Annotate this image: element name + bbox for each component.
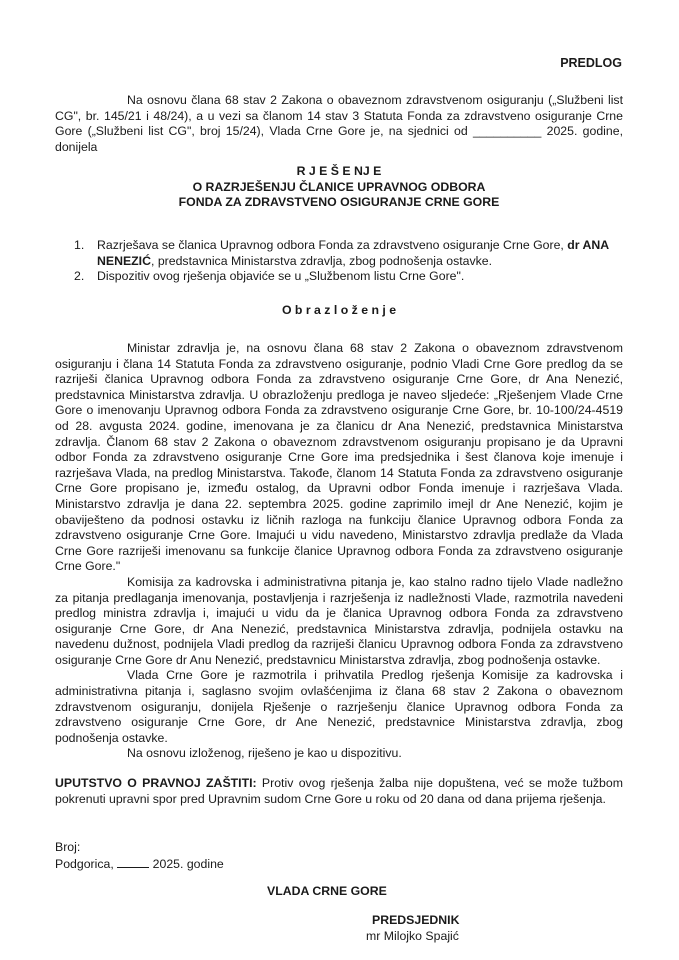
number-label: Broj: bbox=[55, 840, 81, 854]
dismissed-member-name: dr ANA NENEZIĆ bbox=[97, 238, 609, 268]
place-date-line: Podgorica, 2025. godine bbox=[55, 857, 224, 871]
decision-title-line3: FONDA ZA ZDRAVSTVENO OSIGURANJE CRNE GORE bbox=[178, 195, 500, 210]
government-name: VLADA CRNE GORE bbox=[267, 884, 387, 898]
legal-remedy-paragraph: UPUTSTVO O PRAVNOJ ZAŠTITI: Protiv ovog rješenja žalba nije dopuštena, već se može tužbom pokrenuti upravni spor pred Upravnim sudom Crne Gore u roku od 20 dana od dana prijema rješenja. bbox=[55, 776, 623, 806]
date-blank bbox=[117, 856, 149, 868]
preamble-paragraph: Na osnovu člana 68 stav 2 Zakona o obaveznom zdravstvenom osiguranju („Službeni list CG", br. 145/21 i 48/24), a u vezi sa članom 14 stav 3 Statuta Fonda za zdravstveno osiguranje Crne Gore („Službeni list CG", broj 15/24), Vlada Crne Gore je, na sjednici od __________ 2025. godine, donijela bbox=[55, 93, 623, 154]
reasoning-paragraph-1: Ministar zdravlja je, na osnovu člana 68 stav 2 Zakona o obaveznom zdravstvenom osiguranju i člana 14 Statuta Fonda za zdravstveno osiguranje, podnio Vladi Crne Gore predlog da se razriješi članica Upravnog odbora Fonda za zdravstveno osiguranje Crne Gore, dr Ana Nenezić, predstavnica Ministarstva zdravlja. U obrazloženju predloga je naveo sljedeće: „Rješenjem Vlade Crne Gore o imenovanju Upravnog odbora Fonda za zdravstveno osiguranje Crne Gore, br. 10-100/24-4519 od 28. avgusta 2024. godine, imenovana je za članicu dr Ana Nenezić, predstavnica Ministarstva zdravlja. Članom 68 stav 2 Zakona o obaveznom zdravstvenom osiguranju propisano je da Upravni odbor Fonda za zdravstveno osiguranje Crne Gore ima predsjednika i šest članova koje imenuje i razrješava Vlada, na predlog Ministarstva. Takođe, članom 14 Statuta Fonda za zdravstveno osiguranje Crne Gore propisano je, između ostalog, da Upravni odbor Fonda imenuje i razrješava Vlada. Ministarstvo zdravlja je dana 22. septembra 2025. godine zaprimilo imejl dr Ane Nenezić, kojim je obaviješteno da podnosi ostavku iz ličnih razloga na funkciju članice Upravnog odbora Fonda za zdravstveno osiguranje Crne Gore. Imajući u vidu navedeno, Ministarstvo zdravlja predlaže da Vlada Crne Gore razriješi imenovanu sa funkcije članice Upravnog odbora Fonda za zdravstveno osiguranje Crne Gore." bbox=[55, 341, 623, 574]
reasoning-paragraph-4: Na osnovu izloženog, riješeno je kao u dispozitivu. bbox=[127, 746, 402, 761]
reasoning-paragraph-2: Komisija za kadrovska i administrativna pitanja je, kao stalno radno tijelo Vlade nadležno za pitanja predlaganja imenovanja, postavljenja i razrješenja iz nadležnosti Vlade, razmotrila navedeni predlog ministra zdravlja i, imajući u vidu da je članica Upravnog odbora Fonda za zdravstveno osiguranje Crne Gore, dr Ana Nenezić, predstavnica Ministarstva zdravlja, podnijela ostavku na navedenu dužnost, podnijela Vladi predlog da razriješi članicu Upravnog odbora Fonda za zdravstveno osiguranje Crne Gore dr Anu Nenezić, predstavnicu Ministarstva zdravlja, zbog podnošenja ostavke. bbox=[55, 574, 623, 667]
signatory-name: mr Milojko Spajić bbox=[366, 929, 459, 943]
decision-title-line2: O RAZRJEŠENJU ČLANICE UPRAVNOG ODBORA bbox=[192, 179, 486, 194]
dispositive-item-1: 1. Razrješava se članica Upravnog odbora Fonda za zdravstveno osiguranje Crne Gore, dr ANA NENEZIĆ, predstavnica Ministarstva zdravlja, zbog podnošenja ostavke. bbox=[74, 238, 609, 268]
reasoning-body bbox=[55, 341, 623, 762]
proposal-label: PREDLOG bbox=[560, 56, 622, 70]
decision-title bbox=[55, 164, 623, 211]
dispositive-item-2: 2. Dispozitiv ovog rješenja objaviće se u „Službenom listu Crne Gore". bbox=[74, 269, 465, 284]
reasoning-paragraph-3: Vlada Crne Gore je razmotrila i prihvatila Predlog rješenja Komisije za kadrovska i administrativna pitanja i, saglasno svojim ovlašćenjima iz člana 68 stav 2 Zakona o obaveznom zdravstvenom osiguranju, donijela Rješenje o razrješenju članice Upravnog odbora Fonda za zdravstveno osiguranje Crne Gore, dr Ane Nenezić, predstavnice Ministarstva zdravlja, zbog podnošenja ostavke. bbox=[55, 668, 623, 745]
reasoning-heading: O b r a z l o ž e n j e bbox=[281, 303, 397, 317]
signatory-title: PREDSJEDNIK bbox=[372, 913, 460, 927]
legal-remedy-label: UPUTSTVO O PRAVNOJ ZAŠTITI: bbox=[55, 776, 257, 790]
decision-title-line1: R J E Š E NJ E bbox=[296, 164, 382, 178]
dispositive-list bbox=[55, 238, 623, 285]
item-number: 1. bbox=[74, 238, 85, 252]
item-number: 2. bbox=[74, 269, 85, 284]
